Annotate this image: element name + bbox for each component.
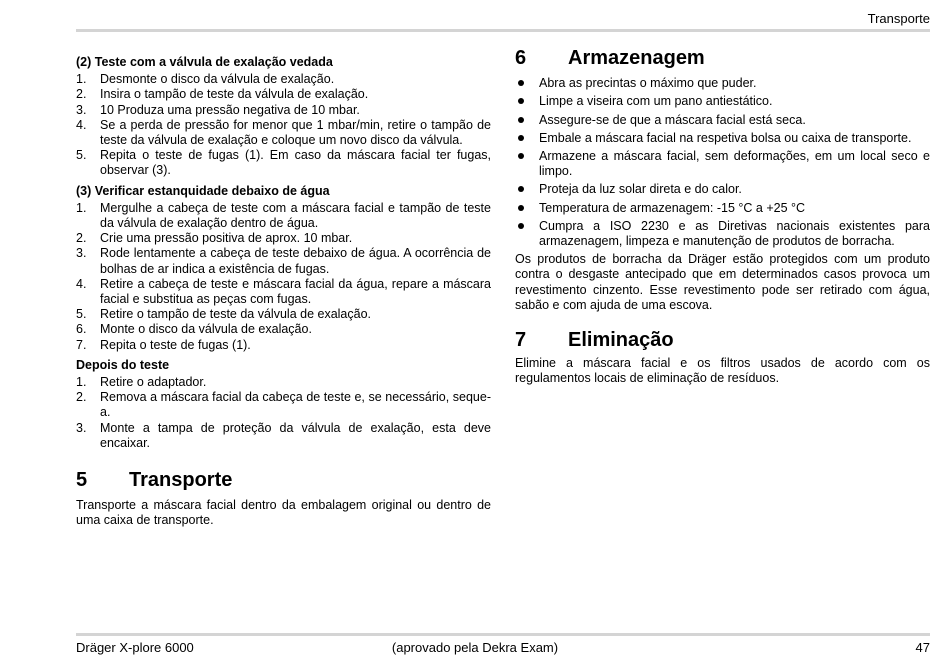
bullet-icon	[518, 223, 524, 229]
list-item: 2. Remova a máscara facial da cabeça de teste e, se necessário, seque-a.	[76, 390, 491, 420]
section-heading-transporte	[76, 469, 491, 492]
section-heading-eliminacao	[515, 329, 930, 352]
section-number: 7	[515, 329, 527, 352]
bullet-item: Temperatura de armazenagem: -15 °C a +25 °C	[515, 201, 930, 216]
rubber-products-paragraph: Os produtos de borracha da Dräger estão protegidos com um produto contra o desgaste antecipado que em determinados casos provoca um revestimento cinzento. Esse revestimento pode ser retirado com água, sabão e com ajuda de uma escova.	[515, 252, 930, 312]
right-column	[515, 47, 930, 387]
bullet-icon	[518, 80, 524, 86]
list-after-test	[76, 375, 491, 451]
list-item: 2. Insira o tampão de teste da válvula de exalação.	[76, 87, 369, 102]
bullet-icon	[518, 135, 524, 141]
section-title: Eliminação	[568, 329, 674, 352]
list-valve-test	[76, 72, 491, 178]
subheading-valve-test: (2) Teste com a válvula de exalação vedada	[76, 55, 333, 69]
eliminacao-paragraph: Elimine a máscara facial e os filtros usados de acordo com os regulamentos locais de eliminação de resíduos.	[515, 356, 930, 386]
list-item: 3. Monte a tampa de proteção da válvula de exalação, esta deve encaixar.	[76, 420, 491, 450]
footer-approval-note: (aprovado pela Dekra Exam)	[391, 640, 559, 655]
subheading-after-test: Depois do teste	[76, 357, 170, 372]
bullet-icon	[518, 153, 524, 159]
list-item: 6. Monte o disco da válvula de exalação.	[76, 322, 312, 337]
list-item: 1. Retire o adaptador.	[76, 375, 207, 390]
list-item: 4. Se a perda de pressão for menor que 1 mbar/min, retire o tampão de teste da válvula de exalação e coloque um novo disco da válvula.	[76, 117, 491, 148]
list-item: 5. Repita o teste de fugas (1). Em caso da máscara facial ter fugas, observar (3).	[76, 148, 491, 178]
list-item: 3. Rode lentamente a cabeça de teste debaixo de água. A ocorrência de bolhas de ar indica a existência de fugas.	[76, 246, 491, 276]
page-number: 47	[915, 640, 930, 655]
list-underwater-test	[76, 201, 491, 353]
bullet-item: Cumpra a ISO 2230 e as Diretivas nacionais existentes para armazenagem, limpeza e manutenção de produtos de borracha.	[515, 219, 930, 249]
list-item: 5. Retire o tampão de teste da válvula de exalação.	[76, 307, 372, 322]
bullet-icon	[518, 98, 524, 104]
bullet-item: Proteja da luz solar direta e do calor.	[515, 182, 930, 197]
section-title: Armazenagem	[568, 47, 705, 69]
bullet-item: Assegure-se de que a máscara facial está seca.	[515, 113, 930, 128]
list-item: 1. Mergulhe a cabeça de teste com a máscara facial e tampão de teste da válvula de exalação dentro de água.	[76, 200, 491, 231]
list-item: 7. Repita o teste de fugas (1).	[76, 337, 251, 352]
footer-product-name: Dräger X-plore 6000	[76, 640, 194, 655]
footer-rule	[76, 633, 930, 636]
storage-bullet-list	[515, 76, 930, 249]
section-number: 6	[515, 47, 527, 69]
bullet-item: Limpe a viseira com um pano antiestático.	[515, 94, 930, 109]
list-item: 2. Crie uma pressão positiva de aprox. 10 mbar.	[76, 231, 353, 246]
bullet-icon	[518, 186, 524, 192]
section-number: 5	[76, 469, 88, 492]
list-item: 3. 10 Produza uma pressão negativa de 10 mbar.	[76, 102, 360, 117]
bullet-icon	[518, 117, 524, 123]
bullet-item: Embale a máscara facial na respetiva bolsa ou caixa de transporte.	[515, 131, 930, 146]
section-heading-armazenagem	[515, 47, 930, 69]
bullet-item: Armazene a máscara facial, sem deformações, em um local seco e limpo.	[515, 149, 930, 179]
list-item: 4. Retire a cabeça de teste e máscara facial da água, repare a máscara facial e substitua as peças com fugas.	[76, 276, 491, 307]
bullet-item: Abra as precintas o máximo que puder.	[515, 76, 930, 91]
list-item: 1. Desmonte o disco da válvula de exalação.	[76, 72, 335, 87]
subheading-underwater-test: (3) Verificar estanquidade debaixo de água	[76, 183, 330, 198]
transporte-paragraph: Transporte a máscara facial dentro da embalagem original ou dentro de uma caixa de transporte.	[76, 498, 491, 528]
bullet-icon	[518, 205, 524, 211]
header-rule	[76, 29, 930, 32]
running-header: Transporte	[867, 11, 930, 26]
left-column	[76, 55, 491, 529]
section-title: Transporte	[129, 469, 233, 492]
